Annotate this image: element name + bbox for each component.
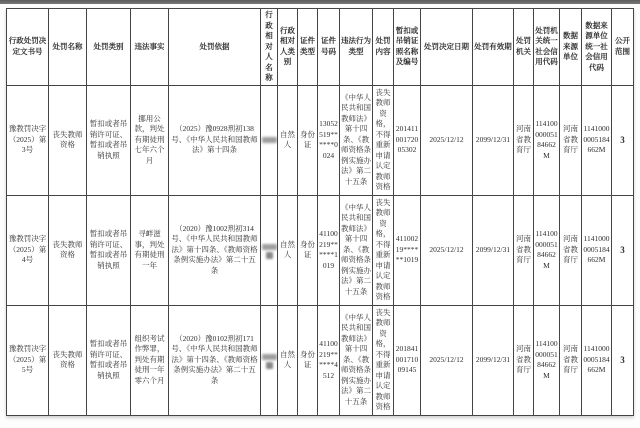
- cell-illegal-fact: 寻衅滋事，判处有期徒刑一年: [131, 195, 169, 305]
- cell-id-type: 身份证: [298, 195, 318, 305]
- cell-penalty-basis: （2020）豫0102刑初171号、《中华人民共和国教师法》第十四条、《教师资格条例实施办法》第二十五条: [169, 305, 261, 415]
- cell-authority-code: 11410000005184662M: [534, 85, 560, 195]
- cell-decision-date: 2025/12/12: [421, 305, 473, 415]
- cell-doc-no: 豫教罚决字（2025）第4号: [7, 195, 49, 305]
- cell-validity: 2099/12/31: [473, 85, 514, 195]
- cell-party-type: 自然人: [278, 85, 298, 195]
- col-header-penalty-content: 处罚内容: [373, 9, 394, 86]
- redacted-name-blur: [262, 244, 277, 250]
- cell-id-number: 13052519******0024: [318, 85, 340, 195]
- public-scope-value: 3: [620, 134, 625, 145]
- redacted-name-blur: [266, 252, 273, 259]
- redacted-name-blur: [262, 354, 277, 360]
- col-header-violation-type: 违法行为类型: [340, 9, 373, 86]
- cell-doc-no: 豫教罚决字（2025）第5号: [7, 305, 49, 415]
- cell-source-code: 11410000005184662M: [582, 195, 612, 305]
- col-header-validity: 处罚有效期: [473, 9, 514, 86]
- redacted-name-blur: [266, 362, 273, 369]
- cell-penalty-category: 暂扣或者吊销许可证、暂扣或者吊销执照: [87, 305, 131, 415]
- public-scope-value: 3: [620, 244, 625, 255]
- cell-license-no: 20141100172005302: [394, 85, 421, 195]
- cell-source-unit: 河南省教育厅: [560, 85, 582, 195]
- cell-decision-date: 2025/12/12: [421, 85, 473, 195]
- cell-party-name: [261, 305, 278, 415]
- cell-source-unit: 河南省教育厅: [560, 305, 582, 415]
- redacted-name-blur: [262, 137, 277, 143]
- header-row: [7, 9, 634, 86]
- cell-authority-code: 11410000005184662M: [534, 305, 560, 415]
- cell-party-name: [261, 85, 278, 195]
- cell-penalty-category: 暂扣或者吊销许可证、暂扣或者吊销执照: [87, 195, 131, 305]
- cell-doc-no: 豫教罚决字（2025）第3号: [7, 85, 49, 195]
- cell-violation-type: 《中华人民共和国教师法》第十四条、《教师资格条例实施办法》第二十五条: [340, 305, 373, 415]
- cell-penalty-name: 丧失教师资格: [49, 85, 87, 195]
- col-header-id-number: 证件号码: [318, 9, 340, 86]
- cell-violation-type: 《中华人民共和国教师法》第十四条、《教师资格条例实施办法》第二十五条: [340, 85, 373, 195]
- cell-license-no: 20184100171009145: [394, 305, 421, 415]
- cell-id-type: 身份证: [298, 305, 318, 415]
- table-row: [7, 195, 634, 305]
- cell-public-scope: [612, 85, 634, 195]
- col-header-party-type: 行政相对人类别: [278, 9, 298, 86]
- col-header-decision-date: 处罚决定日期: [421, 9, 473, 86]
- cell-source-code: 11410000005184662M: [582, 85, 612, 195]
- public-scope-value: 3: [620, 354, 625, 365]
- col-header-public-scope: 公开范围: [612, 9, 634, 86]
- cell-penalty-basis: （2025）豫0928刑初138号、《中华人民共和国教师法》第十四条: [169, 85, 261, 195]
- cell-id-number: 41100219******4512: [318, 305, 340, 415]
- cell-penalty-content: 丧失教师资格，不得重新申请认定教师资格: [373, 195, 394, 305]
- col-header-source-code: 数据来源单位统一社会信用代码: [582, 9, 612, 86]
- cell-id-type: 身份证: [298, 85, 318, 195]
- cell-source-code: 11410000005184662M: [582, 305, 612, 415]
- cell-penalty-category: 暂扣或者吊销许可证、暂扣或者吊销执照: [87, 85, 131, 195]
- cell-public-scope: [612, 195, 634, 305]
- cell-license-no: 41100219******1019: [394, 195, 421, 305]
- cell-public-scope: [612, 305, 634, 415]
- col-header-illegal-fact: 违法事实: [131, 9, 169, 86]
- cell-authority: 河南省教育厅: [514, 195, 534, 305]
- cell-penalty-name: 丧失教师资格: [49, 195, 87, 305]
- table-row: [7, 85, 634, 195]
- col-header-doc-no: 行政处罚决定文书号: [7, 9, 49, 86]
- col-header-authority-code: 处罚机关统一社会信用代码: [534, 9, 560, 86]
- col-header-id-type: 证件类型: [298, 9, 318, 86]
- administrative-penalty-table: [6, 8, 634, 416]
- cell-authority-code: 11410000005184662M: [534, 195, 560, 305]
- cell-party-type: 自然人: [278, 195, 298, 305]
- col-header-penalty-name: 处罚名称: [49, 9, 87, 86]
- cell-decision-date: 2025/12/12: [421, 195, 473, 305]
- photo-edge-strip: [0, 0, 640, 4]
- cell-illegal-fact: 挪用公款，判处有期徒刑七年六个月: [131, 85, 169, 195]
- col-header-penalty-basis: 处罚依据: [169, 9, 261, 86]
- cell-authority: 河南省教育厅: [514, 305, 534, 415]
- cell-validity: 2099/12/31: [473, 195, 514, 305]
- cell-penalty-name: 丧失教师资格: [49, 305, 87, 415]
- cell-penalty-content: 丧失教师资格，不得重新申请认定教师资格: [373, 85, 394, 195]
- cell-party-name: [261, 195, 278, 305]
- col-header-penalty-category: 处罚类别: [87, 9, 131, 86]
- cell-penalty-content: 丧失教师资格，不得重新申请认定教师资格: [373, 305, 394, 415]
- cell-authority: 河南省教育厅: [514, 85, 534, 195]
- col-header-authority: 处罚机关: [514, 9, 534, 86]
- cell-violation-type: 《中华人民共和国教师法》第十四条、《教师资格条例实施办法》第二十五条: [340, 195, 373, 305]
- cell-illegal-fact: 组织考试作弊罪，判处有期徒刑一年零六个月: [131, 305, 169, 415]
- col-header-license-no: 暂扣或吊销证照名称及编号: [394, 9, 421, 86]
- cell-penalty-basis: （2020）豫1002刑初314号、《中华人民共和国教师法》第十四条、《教师资格条例实施办法》第二十五条: [169, 195, 261, 305]
- cell-party-type: 自然人: [278, 305, 298, 415]
- col-header-party-name: 行政相对人名称: [261, 9, 278, 86]
- cell-id-number: 41100219******1019: [318, 195, 340, 305]
- cell-validity: 2099/12/31: [473, 305, 514, 415]
- cell-source-unit: 河南省教育厅: [560, 195, 582, 305]
- col-header-source-unit: 数据来源单位: [560, 9, 582, 86]
- table-row: [7, 305, 634, 415]
